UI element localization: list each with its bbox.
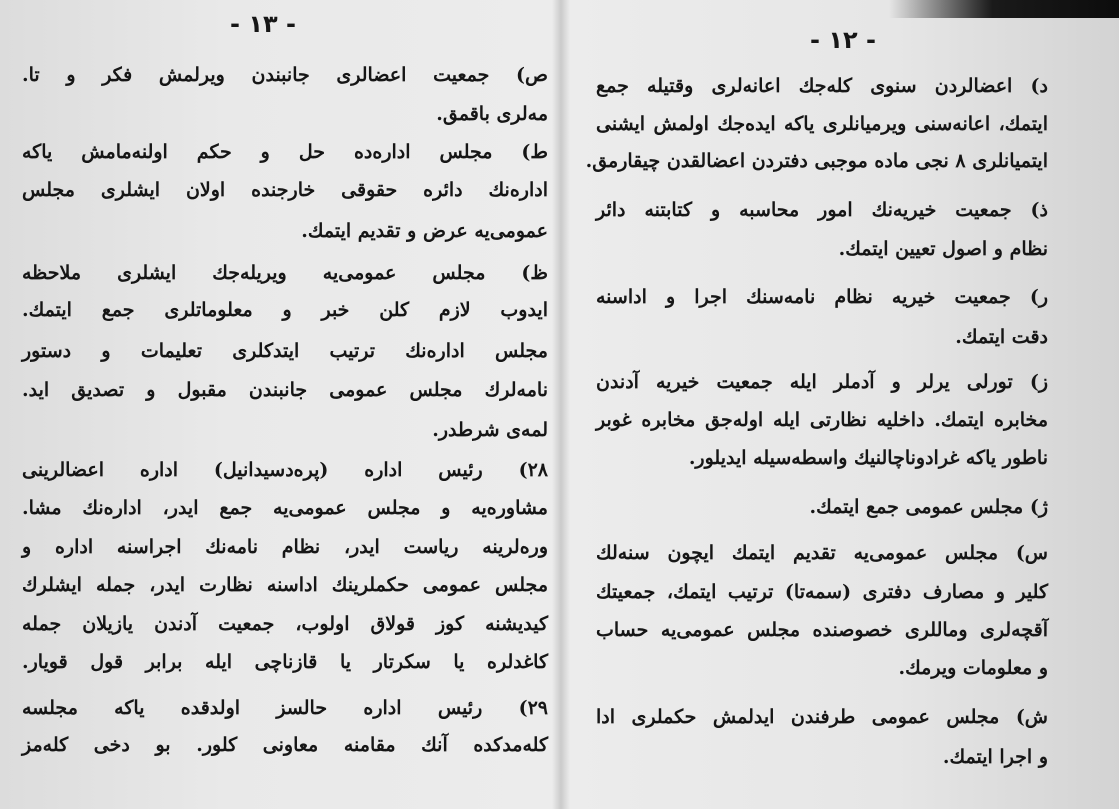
text-line: آقچه‌لری وماللری خصوصنده مجلس عمومی‌یه حساب (596, 619, 1048, 641)
text-line: دقت ایتمك. (955, 326, 1048, 348)
text-line: کلیر و مصارف دفتری (سمه‌تا) ترتیب ایتمك، جمعیتك (596, 581, 1048, 603)
text-line: کله‌مدکده آنك مقامنه معاونی کلور. بو دخی کله‌مز (22, 734, 548, 756)
text-line: ط) مجلس اداره‌ده حل و حکم اولنه‌مامش یاکه (22, 141, 548, 163)
text-line: وره‌لرینه ریاست ایدر، نظام نامه‌نك اجراسنه اداره و (22, 536, 548, 558)
text-line: و معلومات ویرمك. (898, 657, 1048, 679)
text-line: ۲۸) رئیس اداره (پره‌دسیدانیل) اداره اعضالرینی (22, 459, 548, 481)
text-line: مشاوره‌یه و مجلس عمومی‌یه جمع ایدر، اداره‌نك مشا. (22, 497, 548, 519)
text-line: کیدیشنه کوز قولاق اولوب، جمعیت آدندن یازیلان جمله (22, 613, 548, 635)
text-line: ایتمك، اعانه‌سنی ویرمیانلری یاکه ایده‌جك اولمش ایشنی (596, 113, 1048, 135)
text-line: مجلس عمومی حکملرینك اداسنه نظارت ایدر، جمله ایشلرك (22, 574, 548, 596)
text-line: د) اعضالردن سنوی کله‌جك اعانه‌لری وقتیله جمع (596, 75, 1048, 97)
text-line: و اجرا ایتمك. (942, 746, 1048, 768)
page-number: - ۱۳ - (230, 10, 296, 38)
text-line: عمومی‌یه عرض و تقدیم ایتمك. (301, 220, 548, 242)
left-page (22, 0, 548, 809)
text-line: اداره‌نك دائره حقوقی خارجنده اولان ایشلری مجلس (22, 179, 548, 201)
text-line: لمه‌ی شرطدر. (432, 419, 548, 441)
text-line: ناطور یاکه غرادوناچالنیك واسطه‌سیله ایدیلور. (688, 447, 1048, 469)
text-line: ظ) مجلس عمومی‌یه ویریله‌جك ایشلری ملاحظه (22, 262, 548, 284)
book-gutter (552, 0, 570, 809)
right-page (585, 0, 1048, 809)
page-number: - ۱۲ - (810, 26, 876, 54)
text-line: ش) مجلس عمومی طرفندن ایدلمش حکملری ادا (596, 706, 1048, 728)
text-line: نامه‌لرك مجلس عمومی جانبندن مقبول و تصدیق اید. (22, 379, 548, 401)
text-line: ز) تورلی یرلر و آدملر ایله جمعیت خیریه آدندن (596, 371, 1048, 393)
text-line: ر) جمعیت خیریه نظام نامه‌سنك اجرا و اداسنه (596, 286, 1048, 308)
text-line: نظام و اصول تعیین ایتمك. (838, 238, 1048, 260)
text-line: کاغدلره یا سکرتار یا قازناچی ایله برابر قول قویار. (22, 651, 548, 673)
text-line: س) مجلس عمومی‌یه تقدیم ایتمك ایچون سنه‌لك (596, 542, 1048, 564)
text-line: ایتمیانلری ۸ نجی ماده موجبی دفتردن اعضالقدن چیقارمق. (585, 150, 1048, 172)
text-line: ژ) مجلس عمومی جمع ایتمك. (809, 496, 1048, 518)
text-line: مخابره ایتمك. داخلیه نظارتی ایله اوله‌جق مخابره غوبر (596, 409, 1048, 431)
text-line: ص) جمعیت اعضالری جانبندن ویرلمش فکر و تا. (22, 64, 548, 86)
text-line: مه‌لری باقمق. (436, 103, 548, 125)
text-line: ذ) جمعیت خیریه‌نك امور محاسبه و کتابتنه دائر (596, 199, 1048, 221)
text-line: ایدوب لازم کلن خبر و معلوماتلری جمع ایتمك. (22, 299, 548, 321)
text-line: مجلس اداره‌نك ترتیب ایتدکلری تعلیمات و دستور (22, 340, 548, 362)
text-line: ۲۹) رئیس اداره حالسز اولدقده یاکه مجلسه (22, 697, 548, 719)
